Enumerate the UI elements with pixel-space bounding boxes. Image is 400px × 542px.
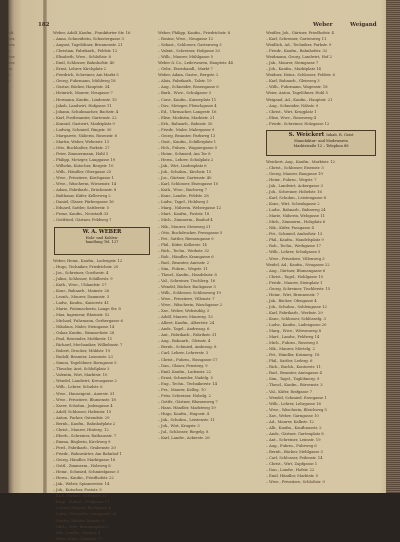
directory-entry: – Conr., Kaufm., Kaiserplatz 11 <box>158 96 217 102</box>
directory-entry: – Balthasar, Küfer, Kellerweg 2 <box>53 193 111 199</box>
directory-entry: – Gottl., Zimmerm., Holzweg 8 <box>53 463 111 469</box>
directory-entry: – Wilh., Lehrer, Lehrgasse 16 <box>266 400 321 406</box>
directory-entry: – Dav., Metzger, Fleischgasse 4 <box>158 102 217 108</box>
directory-entry: – Christian, Fabrikarb., Feldstr. 12 <box>53 48 118 54</box>
advertisement-weber <box>54 227 150 255</box>
directory-entry: – Karl, Bahnarb., Gleisweg 3 <box>266 78 320 84</box>
directory-entry: – Karl, Schlosser, Eisengasse 10 <box>158 181 219 187</box>
directory-entry: – Ad., Maurer, Kalkstr. 12 <box>266 418 314 424</box>
directory-entry: – Nik., Küfer, Fassgasse 4 <box>266 225 314 231</box>
directory-entry: – Ernst, Schneider, Nadelg. 5 <box>158 374 213 380</box>
directory-entry: – Wilh., Lehrer, Schulgasse 5 <box>266 249 321 255</box>
directory-entry: – Christ., Wirt, Zapfgasse 1 <box>266 461 318 467</box>
directory-entry: Weber, Philipp, Kaufm., Friedrichstr. 8 <box>158 30 230 35</box>
directory-entry: – Peter, Zimmermann, Hohl 3 <box>53 150 109 156</box>
directory-entry: – Heinr., Schmied, Schmiedgasse 3 <box>53 469 119 475</box>
directory-entry: – Gebr., Eisenhandl., Markt 7 <box>158 66 213 72</box>
directory-entry: Weigand, Ad., Kaufm., Hauptstr. 21 <box>266 96 333 102</box>
directory-entry: – Theod., Kaufm., Handelsstr. 8 <box>158 271 217 277</box>
directory-entry: – Nik., Maurer, Mörtelg. 2 <box>266 346 315 352</box>
directory-entry: – Mich., Wirt, Brunnenplatz 2 <box>53 523 109 529</box>
directory-entry: – Ant., Schreiner, Leimstr. 19 <box>266 436 321 442</box>
directory-entry: – Wendel, Bäcker, Backgasse 3 <box>158 283 216 289</box>
directory-entry: – Rich., Buchh., Kontorstr. 11 <box>266 364 321 370</box>
directory-entry: – Aug., Schneider, Nähstr. 9 <box>266 102 319 108</box>
directory-entry: – Christ., Schlosser, Eisenstr. 5 <box>266 164 324 170</box>
directory-entry: – Friedrich, Schreiner, Am Markt 5 <box>53 72 119 78</box>
directory-entry: – Herm., Kaufm., Friedhofstr. 22 <box>53 475 114 481</box>
directory-entry: – Frz., Maurer, Kelleg. 10 <box>158 386 206 392</box>
directory-entry: – Pet., Schmied, Amboßstr. 13 <box>266 231 323 237</box>
directory-entry: – Carl, Lehrer, Lehrerstr. 3 <box>158 350 209 356</box>
directory-entry: – Emil, Kaufm., Ladenstr. 22 <box>158 368 212 374</box>
directory-entry: – Konrad, Gastwirt, Marktplatz 9 <box>53 120 115 126</box>
directory-entry: – Nikolaus, Maler, Steingasse 14 <box>53 324 115 330</box>
directory-entry: – Pet., Händler, Krämerg. 18 <box>266 352 320 358</box>
directory-entry: – Phil., Sattler, Lederg. 6 <box>266 358 313 364</box>
directory-entry: – Ludw., Schneider, Langgasse 24 <box>53 511 117 517</box>
directory-entry: – Gust., Kaufm., Schillerplatz 1 <box>158 138 217 144</box>
ad-tag: Inhab. R. Geist <box>326 132 354 137</box>
directory-entry: – Elise, Modistin, Marktstr. 21 <box>158 114 215 120</box>
directory-entry: – Jak., Maurer, Steingasse 7 <box>266 60 319 66</box>
directory-entry: – Friedr., Maurer, Steinplatz 1 <box>266 279 323 285</box>
directory-entry: – Ludw., Kaufm., Ladengasse 20 <box>266 322 327 328</box>
directory-entry: – Carl, Schlosser, Feilenstr. 14 <box>266 455 323 461</box>
directory-entry: – Theod., Kaufm., Börsenstr. 3 <box>266 382 323 388</box>
directory-entry: – Aug., Bahnarb., Gleisstr. 4 <box>158 338 211 344</box>
directory-entry: – Hermann, Kaufm., Lindenstr. 15 <box>53 96 117 102</box>
directory-entry: – Nik., Landw., Obertor 4 <box>53 529 101 535</box>
directory-entry: – Albert, Kaufm., Albertstr. 24 <box>158 320 215 326</box>
directory-entry: Weber, Heinr., Kaufm., Ludwigstr. 12 <box>53 257 123 263</box>
directory-entry: – Rich., Techn., Werkstr. 32 <box>158 247 210 253</box>
directory-entry: – Margarete, Näherin, Rosenstr. 6 <box>53 132 117 138</box>
directory-entry: – Wwe., Privatiere, Schloßstr. 9 <box>266 479 325 485</box>
column-3 <box>266 30 380 485</box>
directory-entry: – Marg., Wwe., Witwenweg 8 <box>266 328 321 334</box>
directory-entry: – Karl, Fabrikarb., Werkstr. 29 <box>266 309 323 315</box>
directory-entry: – Jak., Wirt, Lindenplatz 6 <box>158 163 207 169</box>
directory-entry: – Heinrich, Maurer, Neugasse 7 <box>53 90 113 96</box>
margin-fragment: r, <box>8 48 11 54</box>
directory-entry: – Sim., Tagel., Taglöhnerg. 9 <box>266 376 320 382</box>
directory-entry: – Bernh., Kaufm., Bahnhofplatz 2 <box>53 420 116 426</box>
directory-entry: – Barb., Wwe., Schulgasse 3 <box>158 90 211 96</box>
directory-entry: – Ant., Fabrikarb., Fabrikstr. 31 <box>158 332 217 338</box>
directory-entry: – Richard, Mechaniker, Wilhelmstr. 7 <box>53 342 123 348</box>
directory-entry: – Lorenz, Maurer, Bachgasse 6 <box>53 505 111 511</box>
directory-entry: – Xav., Weber, Webstuhlg. 5 <box>158 308 210 314</box>
directory-entry: – Sim., Fuhrm., Wegstr. 11 <box>158 265 208 271</box>
directory-entry: – Konr., Landw., Feldstr. 28 <box>158 193 209 199</box>
directory-entry: – Heinr., Wirt, Brunnenstr. 7 <box>266 291 319 297</box>
directory-entry: – Ludw., Tagel., Hohlweg 3 <box>158 199 209 205</box>
directory-entry: – Hch., Fuhrm., Wagnergasse 5 <box>158 144 217 150</box>
directory-entry: – Otto, Buchhalter, Parkstr. 27 <box>53 144 110 150</box>
directory-entry: – Joh., Kaufm., Marktplatz 14 <box>266 66 321 72</box>
directory-entry: Weidner, Heinr., Schlosser, Feldstr. 6 <box>266 72 335 78</box>
directory-entry: – Friedr., Schreiner, Holzgasse 12 <box>266 120 330 126</box>
directory-entry: – Bernh., Bäcker, Mehlgasse 3 <box>266 449 323 454</box>
directory-entry: – Christ., Fuhrm., Rossgasse 17 <box>158 356 218 362</box>
advertisement-weickert <box>266 130 376 156</box>
directory-entry: – Karl, Schreiner, Gartenweg 11 <box>266 36 327 42</box>
ad-line-1: Holz- und Kohlen- <box>85 235 119 240</box>
directory-entry: – Marg., Näherin, Webergasse 12 <box>158 205 221 211</box>
directory-entry: – Karl, Former, Hüttenstr. 37 <box>53 493 107 499</box>
directory-entry: – Gustav, Bäcker, Hauptstr. 34 <box>53 84 110 90</box>
directory-entry: – Pet., Sattler, Riemengasse 9 <box>158 235 214 241</box>
directory-entry: – Elisabeth, Wwe., Schloßstr. 8 <box>53 54 111 60</box>
directory-entry: – Gottfried, Gärtner, Feldweg 7 <box>53 217 112 223</box>
directory-entry: – Friedr., Maler, Malergasse 9 <box>158 126 215 132</box>
directory-entry: – Daniel, Glaser, Färbergasse 16 <box>53 199 114 205</box>
directory-entry: – Wilh., Fuhrmann, Wagenstr. 18 <box>266 84 328 90</box>
directory-entry: – Dan., Glaser, Fensterg. 9 <box>158 362 208 368</box>
directory-entry: – Mich., Zimmerm., Holzplatz 6 <box>266 219 326 225</box>
directory-entry: – Mich., Fuhrm., Rossweg 5 <box>266 340 319 346</box>
directory-entry: – Theodor, Arzt, Schloßplatz 3 <box>53 366 110 372</box>
directory-entry: – Wwe., Hauseigent., Auerstr. 31 <box>53 390 115 396</box>
directory-entry: – Marie, Putzmacherin, Lange Str. 8 <box>53 305 121 311</box>
directory-entry: – August, Tagelöhner, Brunnenstr. 21 <box>53 42 123 48</box>
ad-line-2: handlung Tel. 127 <box>85 240 119 245</box>
ad-title: S. Weickert <box>288 131 325 138</box>
directory-entry: – Jak., Landwirt, Ackergasse 3 <box>266 182 323 188</box>
directory-entry: – Paul, Reisender, Moltkestr. 11 <box>53 336 113 342</box>
directory-entry: – Xaver, Schuhm., Judengasse 4 <box>53 402 113 408</box>
directory-entry: Weier, Anton, Tagelöhner, Hohl 5 <box>266 90 328 96</box>
directory-entry: – Hugo, Techniker, Friedrichstr. 20 <box>53 263 119 269</box>
directory-entry: Weber, Adam, Gastw., Bergstr. 2 <box>158 72 219 78</box>
column-2 <box>158 30 262 441</box>
directory-entry: – Emil, Schlosser, Bahnhofstr. 40 <box>53 60 115 66</box>
ad-line-2: Marktstraße 12 – Telephon 88 <box>293 143 349 148</box>
directory-entry: – Adam, Fabrikarb., Brückenstr. 8 <box>53 187 117 193</box>
directory-entry: – Dan., Landw., Hofstr. 22 <box>266 467 315 473</box>
directory-entry: Weber & Co., Lederwaren, Hauptstr. 44 <box>158 60 233 66</box>
directory-entry: – Ed., Uhrmacher, Langestr. 16 <box>158 108 217 114</box>
directory-entry: – Hans, Händler, Marktweg 19 <box>158 404 216 410</box>
directory-entry: – Ludw., Kaufm., Kaiserstr. 41 <box>53 299 109 305</box>
directory-entry: – Sebast., Schlosser, Gartenweg 3 <box>158 42 222 48</box>
directory-entry: – Ludwig, Schmied, Ringstr. 30 <box>53 126 112 132</box>
directory-entry: – Valentin, Wirt, Marktstr. 10 <box>53 372 108 378</box>
margin-fragment: ber, <box>8 54 16 60</box>
directory-entry: – Gottfr., Gärtner, Blumenweg 7 <box>158 398 218 404</box>
directory-entry: – Val., Schreiner, Tischlerg. 16 <box>158 277 216 283</box>
directory-entry: – Phil., Kaufm., Handelsplatz 9 <box>266 237 324 243</box>
directory-entry: – Rob., Händler, Kramgasse 6 <box>158 253 214 259</box>
directory-entry: – Wendel, Schmied, Essegasse 1 <box>266 394 327 400</box>
directory-entry: – Ludw., Bahnarb., Bahnweg 24 <box>266 207 326 213</box>
directory-entry: – Leonh., Maurer, Dammstr. 3 <box>53 293 109 299</box>
directory-entry: – Wwe., Wäscherin, Bleichweg 5 <box>266 406 327 412</box>
directory-entry: – Joh., Schuhm., Sohlengasse 12 <box>266 303 327 309</box>
directory-entry: Weidler, Joh., Gärtner, Friedhofstr. 4 <box>266 30 334 35</box>
directory-entry: – Julius, Schlosser, Schillerstr. 9 <box>53 275 113 281</box>
directory-entry: – Robert, Drucker, Mühlstr. 19 <box>53 348 111 354</box>
directory-entry: – Wilh., Lehrer, Schulstr. 6 <box>53 384 103 390</box>
directory-entry: – Jakob, Landwirt, Hofgasse 11 <box>53 102 112 108</box>
directory-entry: – Aug., Gärtner, Blumengasse 6 <box>266 267 326 273</box>
directory-entry: – Friedr., Bahnwärter, Am Bahnhof 1 <box>53 451 122 456</box>
book-gutter <box>43 0 47 493</box>
directory-entry: – Wilh., Schlosser, Schlossweg 19 <box>158 290 221 296</box>
margin-fragment: ber, <box>8 42 16 48</box>
directory-entry: – Wwe., Privatiere, Villenstr. 7 <box>158 296 215 302</box>
directory-entry: – Michael, Fuhrmann, Gerbergasse 6 <box>53 317 123 323</box>
directory-entry: – Wwe., Wäscherin, Wiesenstr. 14 <box>53 181 117 187</box>
directory-entry: – Emma, Büglerin, Kirchweg 9 <box>53 438 111 444</box>
directory-entry: – Peter, Küfer, Untertor 17 <box>53 535 103 541</box>
directory-entry: – Wendel, Landwirt, Kreuzgasse 2 <box>53 378 117 384</box>
directory-entry: – Karl, Postbeamter, Gartenstr. 22 <box>53 114 117 120</box>
directory-entry: – Wwe., Privatiere, Blumenstr. 18 <box>53 396 116 402</box>
page-number-header: 182 <box>38 22 50 28</box>
directory-entry: – Mart., Kaufm., Poststr. 18 <box>158 211 210 217</box>
directory-entry: – Wilh., Maurer, Mühlgasse 5 <box>158 54 213 60</box>
directory-entry: – Martin, Bäcker, Ringstr. 9 <box>53 517 105 523</box>
directory-entry: – Jos., Gärtner, Gartenstr. 40 <box>158 175 212 181</box>
directory-entry: – Friedr., Kaufm., Bahnhofstr. 32 <box>266 48 328 54</box>
directory-entry: – Andr., Gärtner, Gartenplatz 8 <box>266 430 324 436</box>
directory-entry: – Christ., Maurer, Hinterg. 12 <box>53 426 109 432</box>
running-head-left: Weber <box>313 22 333 28</box>
directory-entry: – Hugo, Kaufm., Hugostr. 4 <box>158 410 210 416</box>
directory-entry: – Konr., Schlosser, Schlüsselg. 3 <box>266 315 326 321</box>
directory-entry: – Joh., Wirt, Krugstr. 3 <box>158 423 200 429</box>
directory-entry: – Georg, Maurer, Baugasse 19 <box>266 170 323 176</box>
directory-page <box>8 0 392 541</box>
directory-entry: – Otto, Buchdrucker, Pressgasse 5 <box>158 229 223 235</box>
directory-entry: – Ernst, Lehrer, Kirchplatz 2 <box>53 66 107 72</box>
directory-entry: – Elise, Wwe., Rosenweg 4 <box>266 114 317 120</box>
directory-entry: Weickert, Aug., Kaufm., Marktstr. 12 <box>266 158 335 164</box>
directory-entry: – Eduard, Sattler, Sattlerstr. 5 <box>53 205 109 211</box>
margin-fragment: -dt. <box>8 30 15 35</box>
directory-entry: – Erh., Bahnarb., Bahnstr. 30 <box>158 120 213 126</box>
directory-entry: – Franz, Kaufm., Neustadt 33 <box>53 211 109 217</box>
directory-entry: – Wilh., Händler, Obergasse 25 <box>53 169 112 175</box>
margin-fragment: ber, <box>8 60 16 66</box>
directory-entry: – Jak., Weber, Spinnereistr. 14 <box>53 481 110 487</box>
directory-entry: – Martin, Weber, Weberstr. 13 <box>53 138 109 144</box>
margin-fragment: ber, <box>8 36 16 42</box>
directory-entry: – Heinr., Schmied, Am Tor 8 <box>158 150 211 156</box>
directory-entry: – Anton, Packer, Ostendstr. 29 <box>53 414 110 420</box>
book-page-edges <box>386 0 400 493</box>
column-1 <box>53 30 153 542</box>
directory-entry: – Eug., Techn., Technikerstr. 14 <box>158 380 217 386</box>
directory-entry: – Wwe., Privatiere, Kirchgasse 1 <box>53 175 114 181</box>
directory-entry: – Jos., Schreiner, Goethestr. 4 <box>53 269 109 275</box>
directory-entry: – Jak., Bäcker, Ofengasse 4 <box>266 297 317 303</box>
directory-entry: – Marie, Näherin, Webgasse 11 <box>266 213 325 219</box>
directory-entry: – Rudolf, Beamter, Luisenstr. 23 <box>53 354 113 360</box>
directory-entry: – Christ., Wirt, Krugplatz 1 <box>266 108 317 114</box>
directory-entry: – Adolf, Schlosser, Hafenstr. 15 <box>53 408 112 414</box>
directory-entry: – Mich., Zimmerm., Bauhof 4 <box>158 217 213 223</box>
directory-entry: – Bernh., Schmied, Ambossg. 8 <box>158 344 217 350</box>
directory-entry: Weidlich, Ad., Techniker, Parkstr. 9 <box>266 42 332 48</box>
directory-entry: – Heinr., Fuhrm., Wegstr. 7 <box>266 176 317 182</box>
directory-entry: – Oskar, Kaufm., Bismarckstr. 28 <box>53 330 115 336</box>
directory-entry: – Georg, Fuhrmann, Mühlweg 18 <box>53 78 116 84</box>
directory-entry: – Xav., Weber, Garngasse 10 <box>266 412 319 418</box>
directory-entry: – Johann, Schuhmacher, Bachstr. 4 <box>53 108 119 114</box>
directory-entry: – Eberh., Schreiner, Rathausstr. 7 <box>53 432 117 438</box>
directory-entry: – Val., Küfer, Reifgasse 7 <box>266 388 313 394</box>
directory-entry: Weidel, Ad., Kaufm., Neugasse 22 <box>266 261 330 267</box>
directory-entry: – Christ., Tagel., Hohlgasse 10 <box>266 273 324 279</box>
directory-entry: – Joh., Schreiner, Hobelstr. 16 <box>266 188 322 194</box>
directory-entry: – Alois, Fabrikarb., Talstr. 19 <box>158 78 212 84</box>
directory-entry: – Karl, Landw., Ackerstr. 26 <box>158 435 210 441</box>
margin-fragment: r, <box>8 72 11 78</box>
directory-entry: – Georg, Händler, Marktgasse 16 <box>53 457 116 463</box>
directory-entry: – Joh., Kutscher, Poststr. 5 <box>53 487 102 493</box>
directory-entry: – Alb., Kaufm., Kaufhausstr. 2 <box>266 424 322 430</box>
directory-entry: – Georg, Beamter, Parkweg 13 <box>158 132 216 138</box>
margin-fragment: er, <box>8 66 13 72</box>
directory-entry: – Rob., Techn., Werkgasse 17 <box>266 243 321 249</box>
directory-entry: – Andr., Tagel., Andreasg. 6 <box>158 326 210 332</box>
ad-title: W. A. WEBER <box>82 228 122 235</box>
directory-entry: – Valent., Schreiner, Hofgasse 20 <box>158 48 220 54</box>
left-margin-fragments <box>8 30 38 84</box>
directory-entry: – Simon, Tagelöhner, Borngasse 5 <box>53 360 117 366</box>
directory-entry: – Kath., Wwe., Bachweg 7 <box>158 187 207 193</box>
directory-entry: – Adolf, Maurer, Maurerg. 13 <box>158 314 213 320</box>
directory-entry: – Emil, Händler, Marktstr. 5 <box>266 473 319 479</box>
ad-line-1: Manufaktur- und Modewaren <box>294 138 348 143</box>
directory-entry: – Wwe., Privatiere, Villenweg 3 <box>266 255 325 261</box>
directory-entry: – Jak., Schuhm., Leistenstr. 11 <box>158 417 215 422</box>
directory-entry: – Wilhelm, Kutscher, Bergstr. 10 <box>53 163 114 169</box>
directory-entry: – Mart., Landw., Feldweg 14 <box>266 334 320 340</box>
directory-entry: – Fritz, Schreiner, Hobelg. 2 <box>158 392 211 398</box>
directory-entry: – Aug., Fuhrm., Fuhrweg 6 <box>266 442 317 448</box>
directory-entry: – Phil., Küfer, Kellerstr. 14 <box>158 241 207 247</box>
directory-entry: – Rud., Beamter, Amtsgasse 4 <box>266 370 322 376</box>
margin-fragment: r, <box>8 78 11 84</box>
directory-entry: – Philipp, Metzger, Langgasse 19 <box>53 156 116 162</box>
directory-entry: – Kasp., Fuhrm., Feldgasse 11 <box>53 499 110 505</box>
directory-entry: – Rosine, Wwe., Neugasse 12 <box>158 36 214 42</box>
directory-entry: – Aug., Schneider, Rosengasse 6 <box>158 84 219 90</box>
directory-entry: – Herm., Lehrer, Schulplatz 2 <box>158 156 214 162</box>
directory-entry: – Jul., Schlosser, Riegelg. 8 <box>158 429 209 435</box>
directory-entry: – Kath., Wwe., Uhlandstr. 17 <box>53 281 107 287</box>
directory-entry: – Rud., Beamter, Amtsstr. 2 <box>158 259 210 265</box>
directory-entry: – Ferd., Fabrikarb., Grabenstr. 20 <box>53 444 116 450</box>
directory-entry: – Konr., Bahnarb., Mainstr. 26 <box>53 287 110 293</box>
directory-entry: Weidmann, Georg, Landwirt, Hof 2 <box>266 54 332 60</box>
directory-entry: – Anna, Schneiderin, Schustergasse 3 <box>53 36 124 42</box>
directory-entry: – Joh., Schuhm., Kirchstr. 15 <box>158 169 212 175</box>
directory-entry: – Max, Ingenieur, Rheinstr. 52 <box>53 311 110 317</box>
directory-entry: – Konr., Wirt, Schenkgasse 2 <box>266 201 320 207</box>
running-head-right: Weigand <box>350 22 377 28</box>
directory-entry: – Georg, Schreiner, Tischlerstr. 15 <box>266 285 331 291</box>
directory-entry: – Karl, Schuhm., Leistengasse 8 <box>266 195 326 201</box>
directory-entry: Weber, Adolf, Kaufm., Frankfurter Str. 16 <box>53 30 131 35</box>
directory-entry: – Nik., Maurer, Steinweg 21 <box>158 223 211 229</box>
directory-entry: – Wwe., Wäscherin, Waschgasse 2 <box>158 302 222 308</box>
